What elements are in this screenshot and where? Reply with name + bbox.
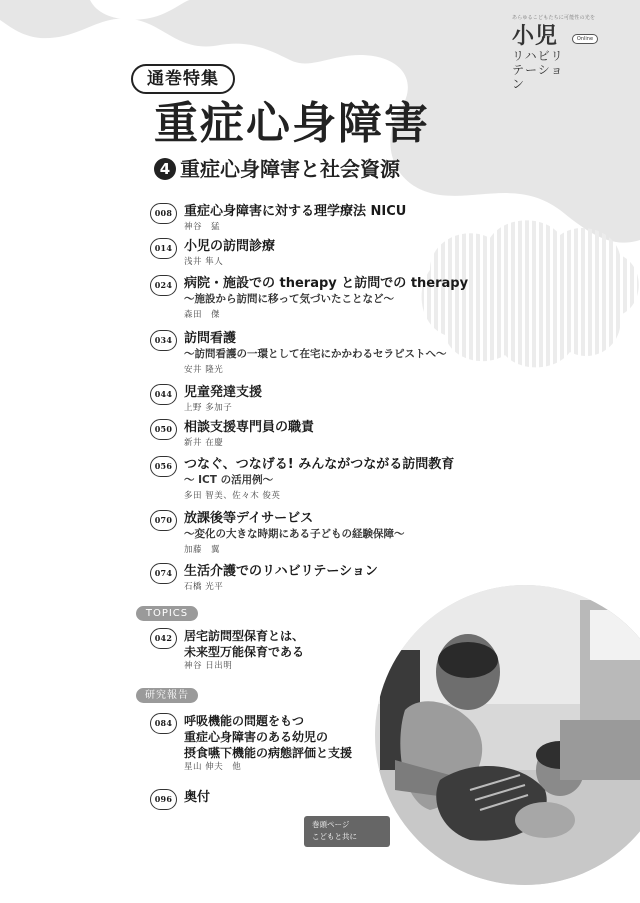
- magazine-logo: [512, 14, 624, 94]
- entry-title: 生活介護でのリハビリテーション: [184, 564, 378, 579]
- entry-title: 病院・施設での therapy と訪問での therapy: [184, 276, 469, 291]
- entry-author: 森田 傑: [184, 310, 221, 320]
- page-number: 008: [150, 203, 177, 224]
- page-number: 050: [150, 419, 177, 440]
- logo-badge: Online: [572, 34, 598, 44]
- page-number: 056: [150, 456, 177, 477]
- entry-title: 児童発達支援: [184, 385, 263, 400]
- entry-author: 加藤 翼: [184, 545, 221, 555]
- page-title: 重症心身障害: [154, 98, 430, 149]
- entry-title-line: 居宅訪問型保育とは、: [184, 629, 305, 643]
- entry-author: 新井 在慶: [184, 438, 224, 448]
- entry-title: 奥付: [184, 790, 211, 805]
- entry-title: つなぐ、つなげる! みんながつながる訪問教育: [184, 457, 455, 472]
- entry-author: 神谷 日出明: [184, 661, 233, 671]
- subtitle-number-badge: 4: [154, 158, 176, 180]
- entry-author: 上野 多加子: [184, 403, 233, 413]
- entry-author: 浅井 隼人: [184, 257, 224, 267]
- entry-subtitle: ～施設から訪問に移って気づいたことなど～: [184, 293, 394, 305]
- entry-author: 安井 隆光: [184, 365, 224, 375]
- entry-subtitle: ～変化の大きな時期にある子どもの経験保障～: [184, 528, 405, 540]
- page-number: 024: [150, 275, 177, 296]
- entry-author: 星山 伸夫 他: [184, 762, 242, 772]
- logo-tagline: あらゆるこどもたちに可能性の光を: [512, 15, 596, 21]
- logo-title: 小児: [512, 24, 559, 49]
- page-number: 044: [150, 384, 177, 405]
- entry-author: 石橋 光平: [184, 582, 224, 592]
- entry-author: 多田 智美、佐々木 俊英: [184, 491, 281, 501]
- caption-line-2: こどもと共に: [312, 832, 357, 841]
- entry-title: 訪問看護: [184, 331, 237, 346]
- entry-author: 神谷 猛: [184, 222, 221, 232]
- subtitle-text: 重症心身障害と社会資源: [180, 157, 400, 181]
- page-number: 084: [150, 713, 177, 734]
- topics-section-label: TOPICS: [136, 606, 198, 621]
- page-number: 034: [150, 330, 177, 351]
- page-number: 070: [150, 510, 177, 531]
- logo-subtitle: リハビリテーション: [512, 49, 564, 91]
- page-number: 074: [150, 563, 177, 584]
- page-number: 042: [150, 628, 177, 649]
- entry-title: 放課後等デイサービス: [184, 511, 314, 526]
- entry-title-line: 重症心身障害のある幼児の: [184, 730, 329, 744]
- entry-subtitle: ～訪問看護の一環として在宅にかかわるセラピストへ～: [184, 348, 447, 360]
- page-number: 014: [150, 238, 177, 259]
- photo-caption: [304, 816, 390, 847]
- research-section-label: 研究報告: [136, 688, 198, 703]
- caption-line-1: 巻頭ページ: [312, 820, 350, 829]
- feature-badge: 通巻特集: [131, 64, 235, 94]
- entry-title-line: 未来型万能保育である: [184, 645, 305, 659]
- entry-title: 相談支援専門員の職責: [184, 420, 315, 435]
- page-number: 096: [150, 789, 177, 810]
- entry-title: 重症心身障害に対する理学療法 NICU: [184, 204, 407, 219]
- entry-title: 小児の訪問診療: [184, 239, 276, 254]
- entry-subtitle: ～ ICT の活用例～: [184, 474, 274, 486]
- entry-title-line: 摂食嚥下機能の病態評価と支援: [184, 746, 353, 760]
- page-subtitle: [154, 155, 400, 183]
- entry-title-line: 呼吸機能の問題をもつ: [184, 714, 305, 728]
